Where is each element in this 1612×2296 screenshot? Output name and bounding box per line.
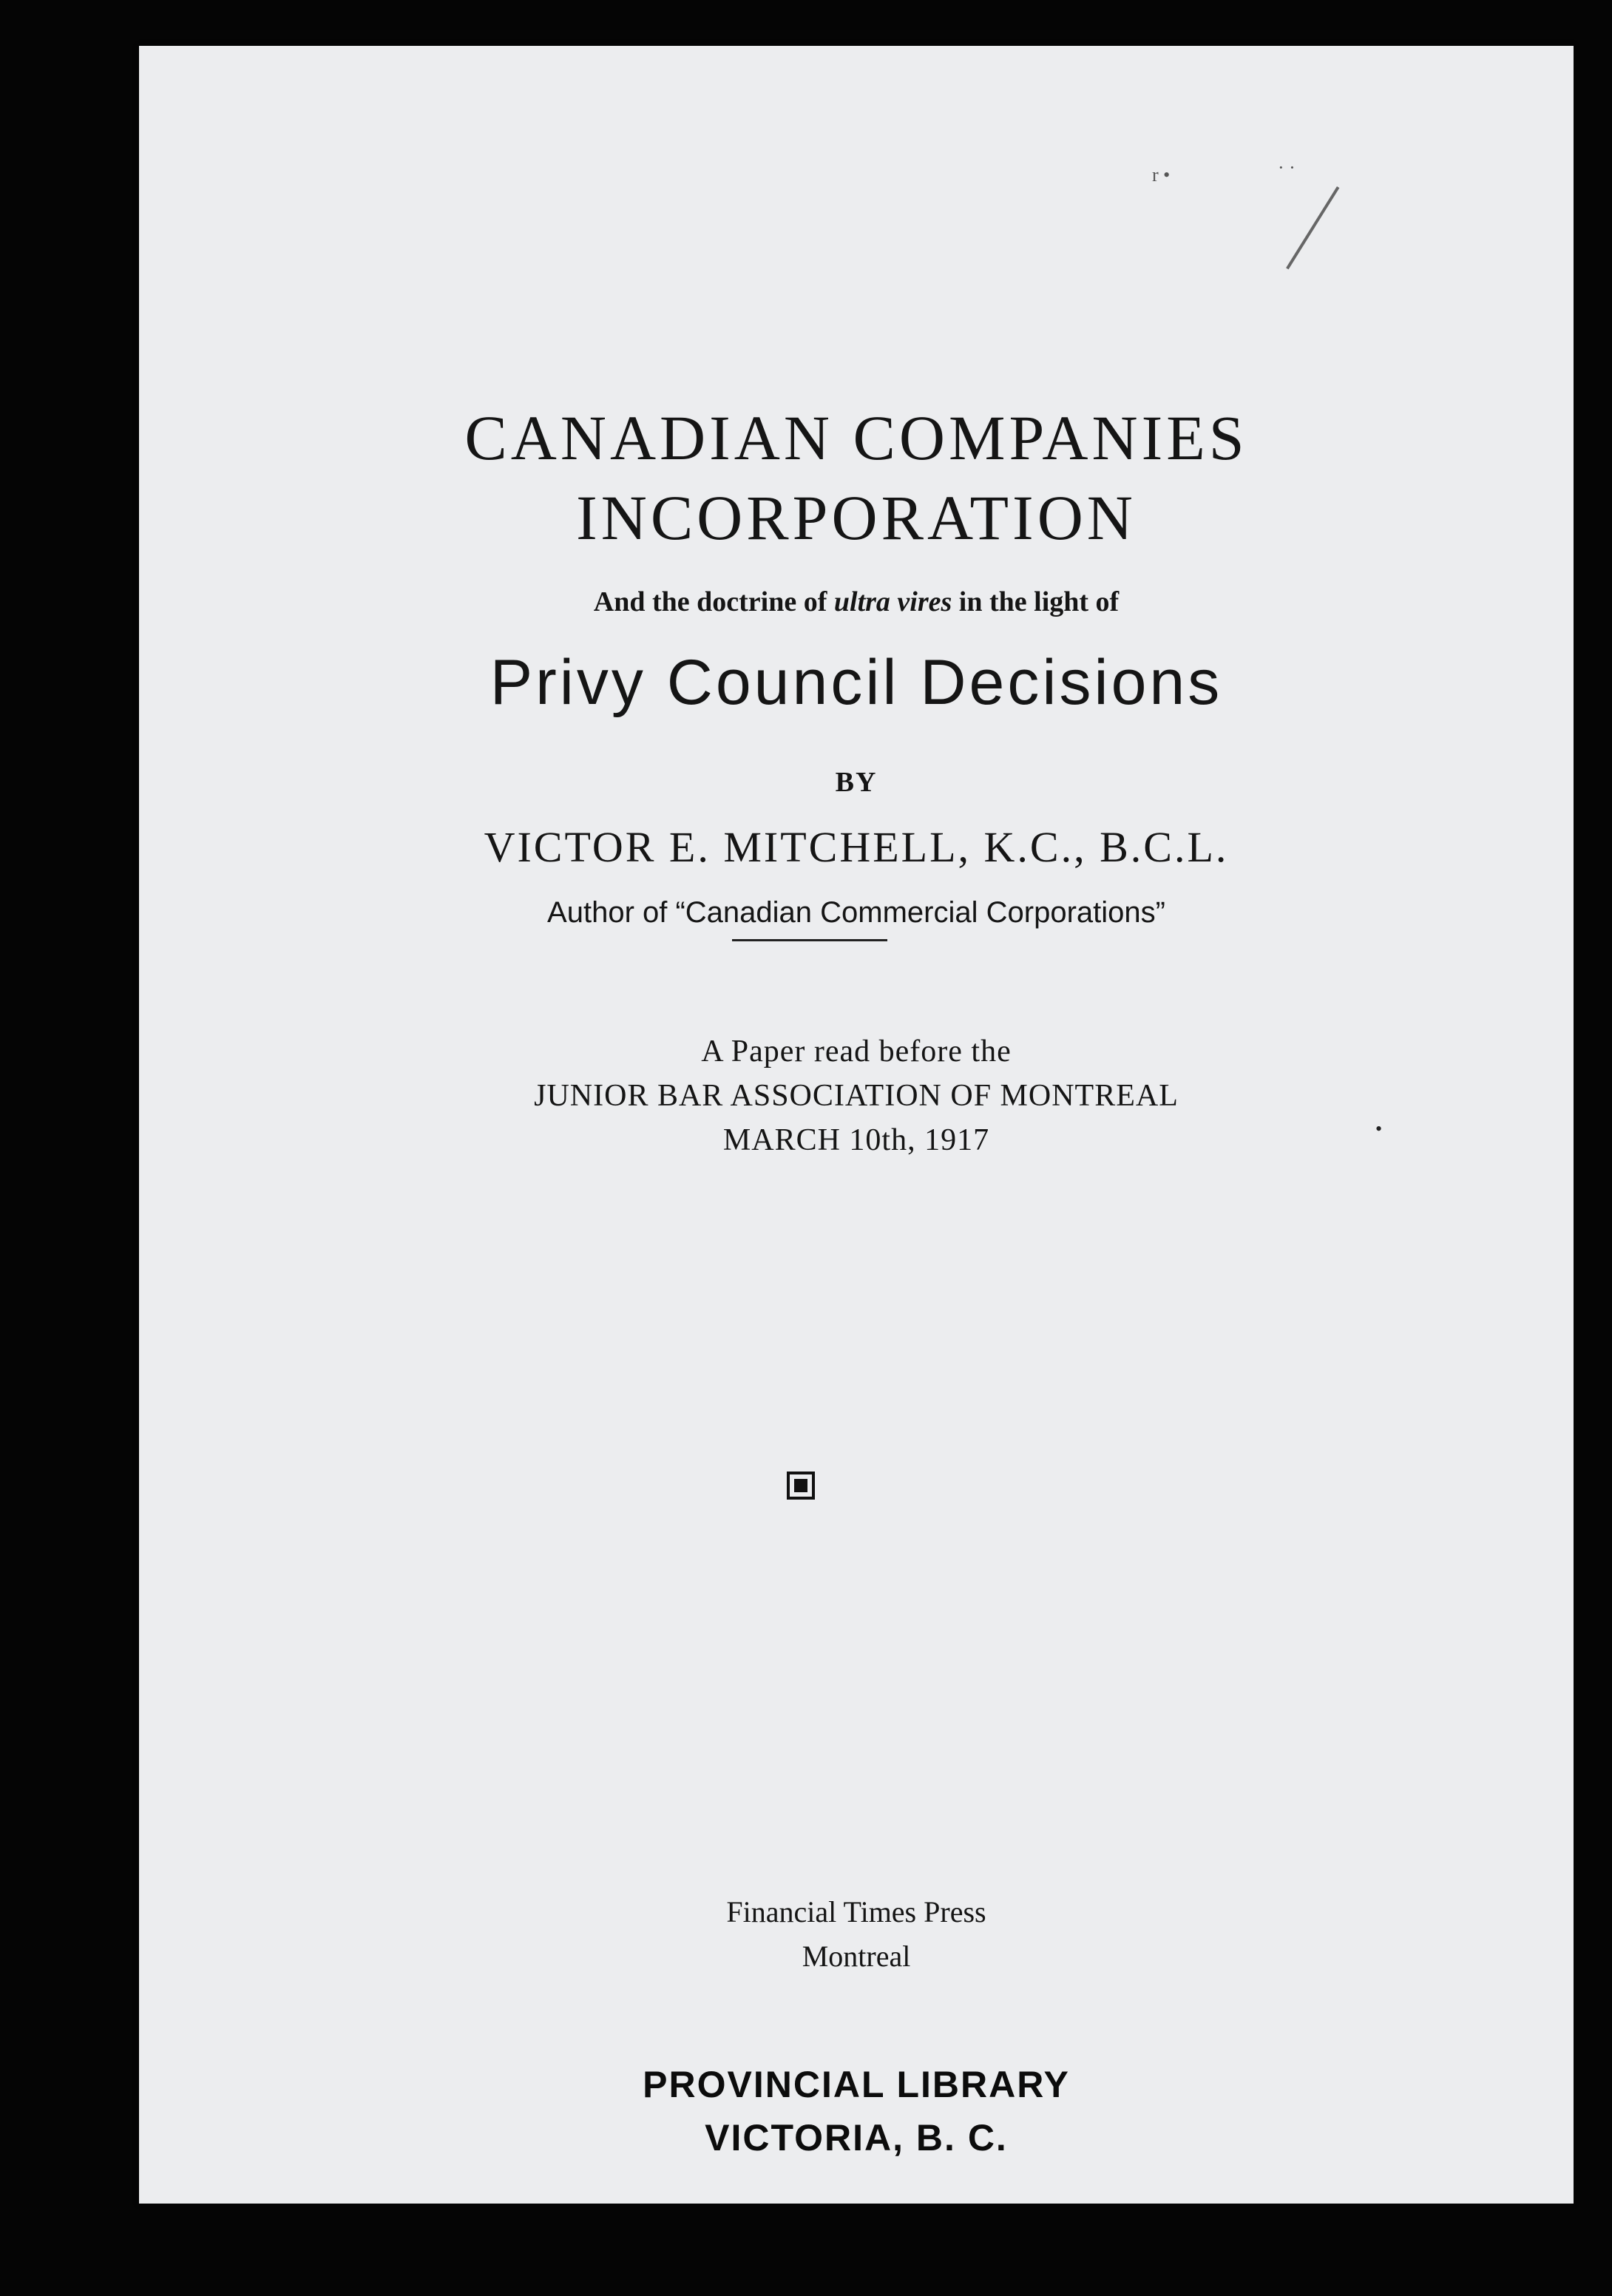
- doctrine-text-after: in the light of: [952, 586, 1120, 617]
- library-stamp-line-1: PROVINCIAL LIBRARY: [643, 2064, 1070, 2105]
- book-title-line-1: CANADIAN COMPANIES: [464, 402, 1248, 473]
- divider-rule: [732, 939, 887, 941]
- paper-note-line-3: MARCH 10th, 1917: [722, 1123, 990, 1157]
- paper-note-line-2: JUNIOR BAR ASSOCIATION OF MONTREAL: [534, 1079, 1179, 1113]
- title-page: [139, 46, 1574, 2204]
- book-title-line-2: INCORPORATION: [576, 482, 1137, 553]
- author-name: VICTOR E. MITCHELL, K.C., B.C.L.: [484, 823, 1229, 871]
- publisher-city: Montreal: [802, 1940, 911, 1973]
- library-stamp-line-2: VICTORIA, B. C.: [705, 2117, 1008, 2158]
- doctrine-italic: ultra vires: [833, 586, 952, 617]
- pencil-mark: r •: [1152, 164, 1171, 186]
- pencil-mark: · ·: [1278, 157, 1296, 178]
- doctrine-text-before: And the doctrine of: [593, 586, 834, 617]
- square-bullet-icon: [787, 1472, 815, 1500]
- speck: •: [1375, 1118, 1383, 1139]
- paper-note-line-1: A Paper read before the: [701, 1034, 1012, 1069]
- author-previous-work: Author of “Canadian Commercial Corporations”: [547, 896, 1165, 929]
- doctrine-line: [139, 586, 1574, 618]
- book-subject: Privy Council Decisions: [490, 647, 1223, 718]
- by-label: BY: [835, 767, 878, 798]
- publisher-name: Financial Times Press: [726, 1895, 986, 1928]
- pencil-check-mark: [1286, 186, 1339, 269]
